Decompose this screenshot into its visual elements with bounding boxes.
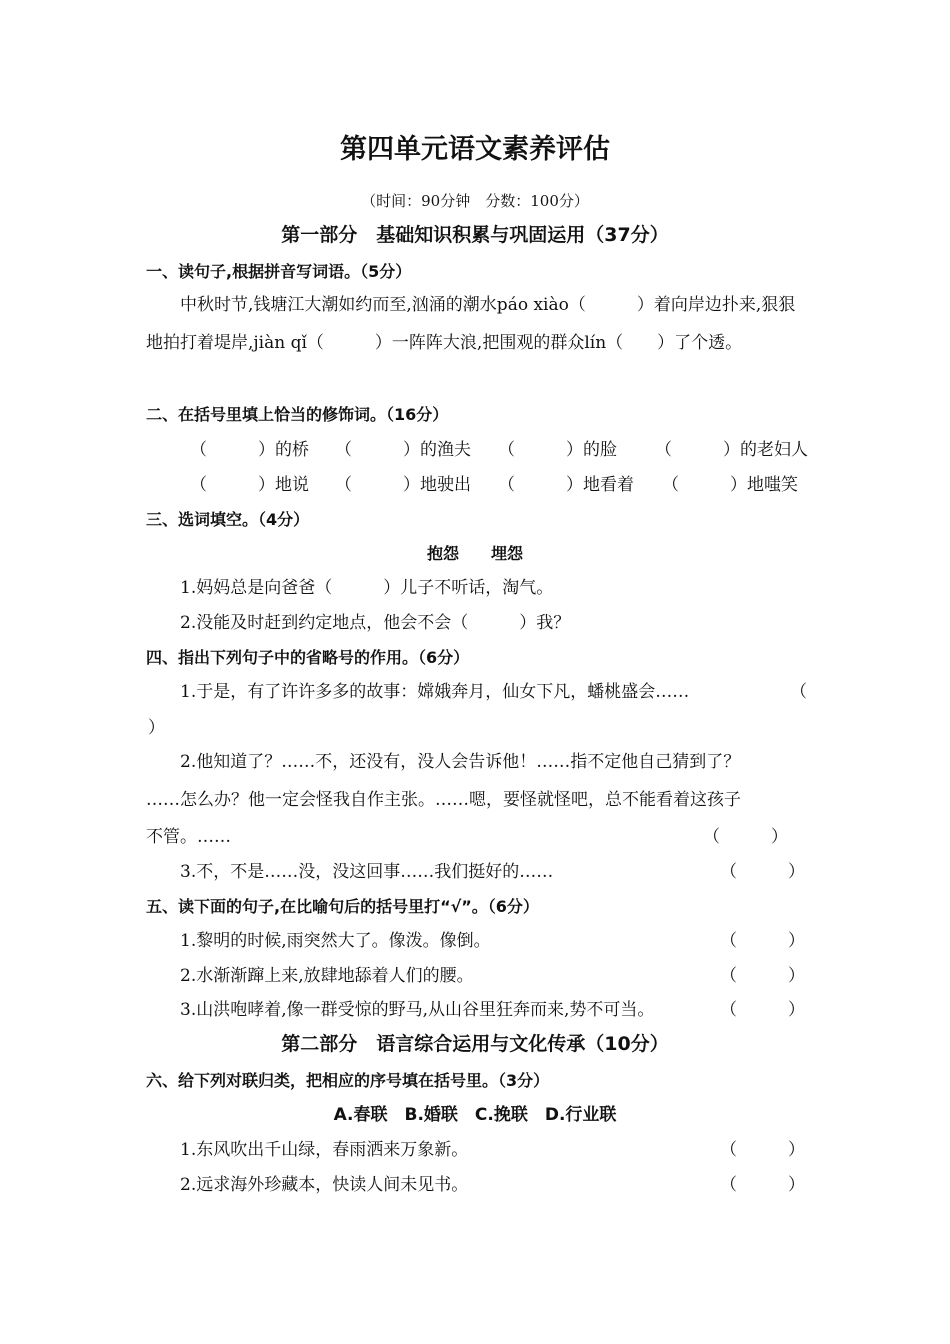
question-item: 2.他知道了？……不，还没有，没人会告诉他！……指不定他自己猜到了？ [180,752,741,772]
answer-bracket: （ ） [720,1000,805,1020]
section-2-heading: 二、在括号里填上恰当的修饰词。（16分） [146,405,449,424]
question-item: 2.没能及时赶到约定地点，他会不会（ ）我？ [180,613,571,633]
answer-bracket: （ ） [720,862,805,882]
answer-bracket: （ ） [720,931,805,951]
fill-blank-item: （ ）地驶出 [335,475,471,495]
question-item: 2.水渐渐蹿上来,放肆地舔着人们的腰。 [180,966,474,986]
question-item: 3.不，不是……没，没这回事……我们挺好的…… [180,862,554,882]
page-title: 第四单元语文素养评估 [340,134,610,165]
section-4-heading: 四、指出下列句子中的省略号的作用。（6分） [146,648,470,667]
part-two-heading: 第二部分 语言综合运用与文化传承（10分） [281,1033,669,1055]
section-5-heading: 五、读下面的句子,在比喻句后的括号里打“√”。（6分） [146,897,539,916]
answer-bracket-open: （ [790,682,807,702]
fill-blank-item: （ ）地说 [190,475,309,495]
answer-bracket: （ ） [720,966,805,986]
word-choices: 抱怨 埋怨 [426,544,523,563]
question-item: 1.妈妈总是向爸爸（ ）儿子不听话，淘气。 [180,578,554,598]
fill-blank-item: （ ）的脸 [498,440,617,460]
answer-bracket: （ ） [720,1175,805,1195]
question-item: 1.于是，有了许许多多的故事：嫦娥奔月，仙女下凡，蟠桃盛会…… [180,682,690,702]
section-1-passage: 中秋时节,钱塘江大潮如约而至,汹涌的潮水páo xiào（ ）着向岸边扑来,狠狠地拍打着堤岸,jiàn qǐ（ ）一阵阵大浪,把围观的群众lín（ ）了个透。 [146,295,796,353]
fill-blank-item: （ ）的桥 [190,440,309,460]
fill-blank-item: （ ）的老妇人 [655,440,808,460]
part-one-heading: 第一部分 基础知识积累与巩固运用（37分） [281,224,669,246]
fill-blank-item: （ ）地看着 [498,475,634,495]
question-item-continued: ……怎么办？他一定会怪我自作主张。……嗯，要怪就怪吧，总不能看着这孩子 [146,790,741,810]
answer-bracket: （ ） [703,827,788,847]
answer-bracket: （ ） [720,1140,805,1160]
fill-blank-item: （ ）地嗤笑 [662,475,798,495]
couplet-categories: A.春联 B.婚联 C.挽联 D.行业联 [333,1105,617,1125]
question-item-continued: 不管。…… [146,827,231,847]
question-item: 2.远求海外珍藏本，快读人间未见书。 [180,1175,469,1195]
question-item: 3.山洪咆哮着,像一群受惊的野马,从山谷里狂奔而来,势不可当。 [180,1000,655,1020]
question-item: 1.黎明的时候,雨突然大了。像泼。像倒。 [180,931,491,951]
exam-info: （时间：90分钟 分数：100分） [361,192,589,210]
fill-blank-item: （ ）的渔夫 [335,440,471,460]
section-1-heading: 一、读句子,根据拼音写词语。（5分） [146,262,412,281]
section-3-heading: 三、选词填空。（4分） [146,510,310,529]
section-6-heading: 六、给下列对联归类，把相应的序号填在括号里。（3分） [146,1071,550,1090]
answer-bracket-close: ） [148,718,165,738]
question-item: 1.东风吹出千山绿，春雨洒来万象新。 [180,1140,469,1160]
